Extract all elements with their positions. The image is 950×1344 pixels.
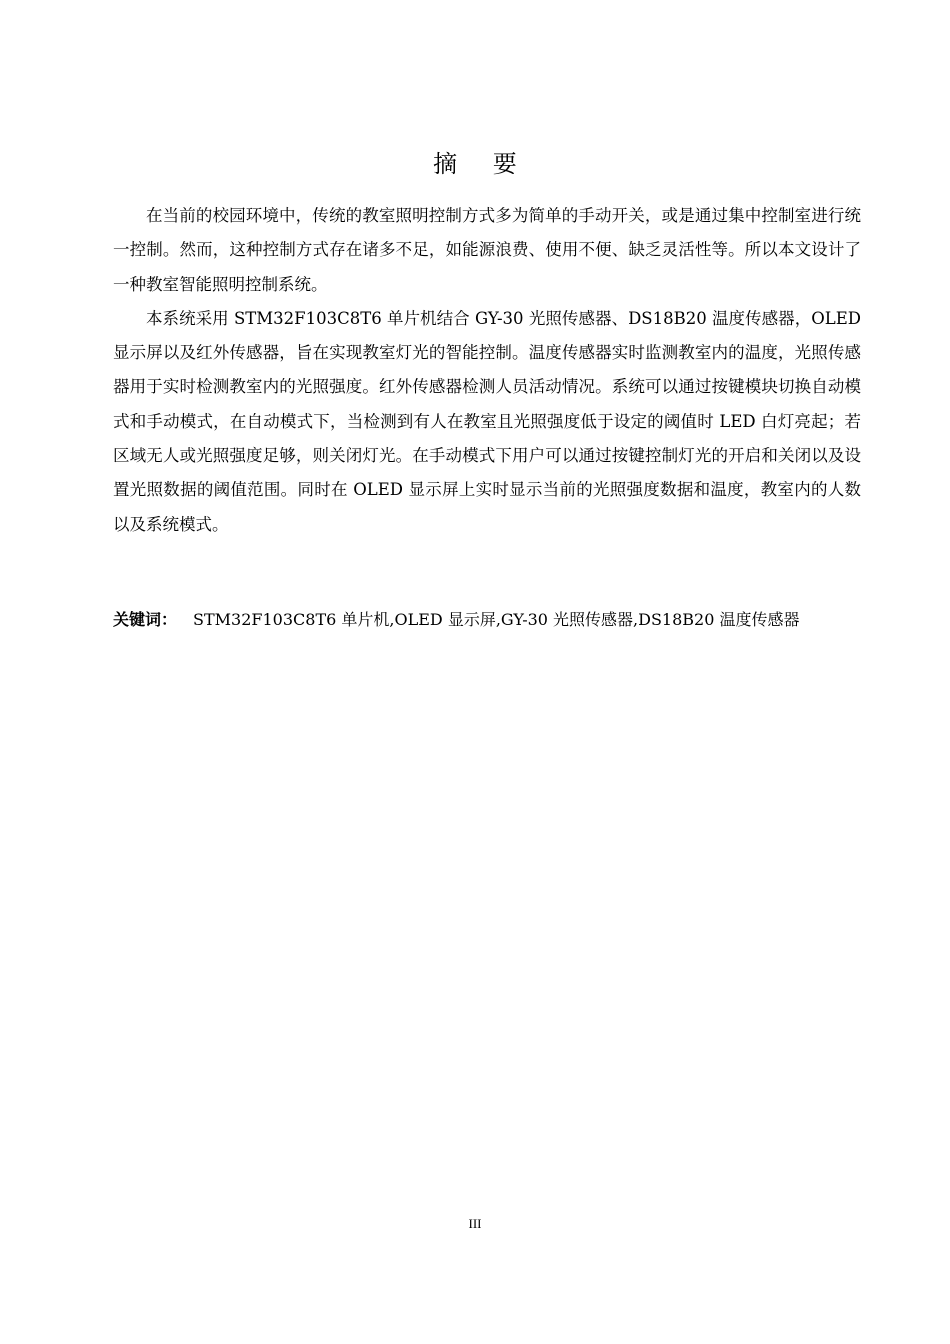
abstract-title: 摘 要 <box>433 150 531 178</box>
keywords-label: 关键词： <box>113 610 178 629</box>
page-number: III <box>468 1216 482 1231</box>
abstract-paragraph-2: 本系统采用 STM32F103C8T6 单片机结合 GY-30 光照传感器、DS18B20 温度传感器，OLED 显示屏以及红外传感器，旨在实现教室灯光的智能控制。温度传感器实时监测教室内的温度，光照传感器用于实时检测教室内的光照强度。红外传感器检测人员活动情况。系统可以通过按键模块切换自动模式和手动模式，在自动模式下，当检测到有人在教室且光照强度低于设定的阈值时 LED 白灯亮起；若区域无人或光照强度足够，则关闭灯光。在手动模式下用户可以通过按键控制灯光的开启和关闭以及设置光照数据的阈值范围。同时在 OLED 显示屏上实时显示当前的光照强度数据和温度，教室内的人数以及系统模式。 <box>113 308 861 534</box>
keywords-line <box>113 604 873 636</box>
abstract-paragraph-1: 在当前的校园环境中，传统的教室照明控制方式多为简单的手动开关，或是通过集中控制室进行统一控制。然而，这种控制方式存在诸多不足，如能源浪费、使用不便、缺乏灵活性等。所以本文设计了一种教室智能照明控制系统。 <box>113 206 861 294</box>
keywords-text: STM32F103C8T6 单片机,OLED 显示屏,GY-30 光照传感器,DS18B20 温度传感器 <box>193 610 800 629</box>
abstract-body <box>113 199 861 542</box>
